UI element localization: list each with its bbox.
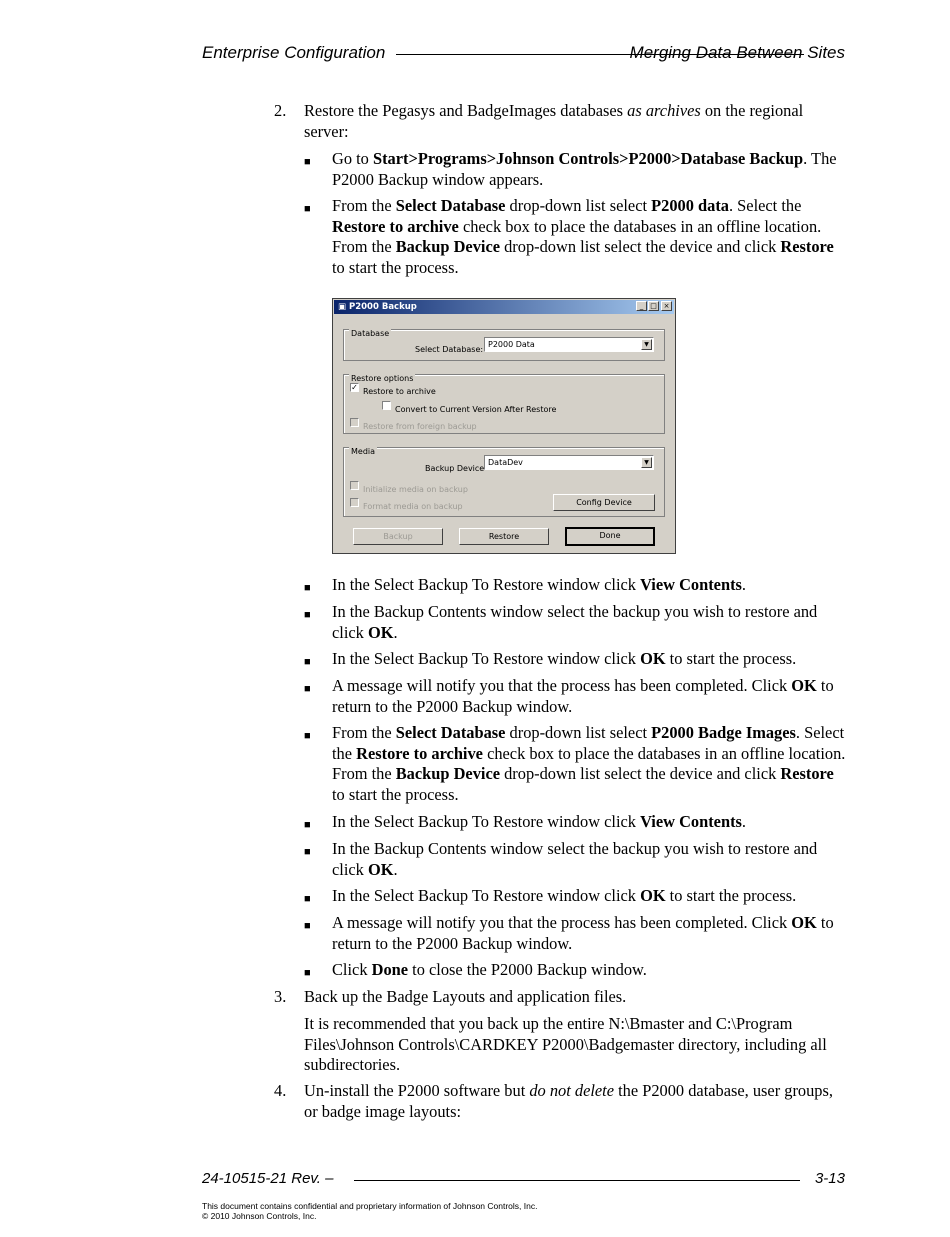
done-button[interactable]: Done — [565, 527, 655, 546]
group-label: Restore options — [349, 369, 415, 390]
bullet-icon: ■ — [304, 893, 311, 905]
foreign-backup-label: Restore from foreign backup — [363, 422, 477, 431]
bullet-icon: ■ — [304, 156, 311, 168]
bullet-icon: ■ — [304, 967, 311, 979]
convert-version-label: Convert to Current Version After Restore — [395, 405, 557, 414]
doc-number: 24-10515-21 Rev. – — [202, 1170, 334, 1187]
restore-button[interactable]: Restore — [459, 528, 549, 545]
select-database-dropdown[interactable] — [484, 337, 654, 352]
chevron-down-icon[interactable]: ▼ — [641, 457, 652, 468]
bullet-item: Click Done to close the P2000 Backup window. — [332, 960, 647, 979]
select-database-label: Select Database: — [415, 345, 484, 354]
bullet-item: In the Select Backup To Restore window click OK to start the process. — [332, 649, 797, 668]
bullet-icon: ■ — [304, 846, 311, 858]
step-number: 3. — [274, 987, 287, 1006]
backup-device-label: Backup Device — [425, 464, 485, 473]
step-text: Restore the Pegasys and BadgeImages databases as archives on the regional server: — [304, 101, 804, 141]
chevron-down-icon[interactable]: ▼ — [641, 339, 652, 350]
bullet-icon: ■ — [304, 203, 311, 215]
header-right: Merging Data Between Sites — [629, 43, 845, 62]
dialog-title: P2000 Backup — [349, 302, 417, 312]
bullet-item: A message will notify you that the process has been completed. Click OK to return to the P2000 Backup window. — [332, 913, 834, 953]
restore-to-archive-label: Restore to archive — [363, 387, 436, 396]
bullet-item: In the Select Backup To Restore window click View Contents. — [332, 575, 747, 594]
backup-device-dropdown[interactable] — [484, 455, 654, 470]
group-label: Database — [349, 324, 391, 345]
page-footer — [202, 1170, 845, 1190]
bullet-item: In the Backup Contents window select the backup you wish to restore and click OK. — [332, 602, 818, 642]
step-number: 2. — [274, 101, 287, 120]
database-group — [343, 329, 665, 361]
convert-version-checkbox[interactable] — [382, 401, 391, 410]
backup-button: Backup — [353, 528, 443, 545]
confidential-text: This document contains confidential and proprietary information of Johnson Controls, Inc. — [202, 1201, 538, 1211]
bullet-item: A message will notify you that the process has been completed. Click OK to return to the P2000 Backup window. — [332, 676, 834, 716]
copyright-text: © 2010 Johnson Controls, Inc. — [202, 1211, 317, 1221]
bullet-icon: ■ — [304, 609, 311, 621]
bullet-icon: ■ — [304, 683, 311, 695]
bullet-item: Go to Start>Programs>Johnson Controls>P2000>Database Backup. The P2000 Backup window appears. — [332, 149, 837, 189]
bullet-icon: ■ — [304, 582, 311, 594]
page-header — [202, 43, 845, 65]
dialog-title-bar — [334, 300, 674, 314]
bullet-item: From the Select Database drop-down list select P2000 Badge Images. Select the Restore to archive check box to place the databases in an offline location. From the Backup Device drop-down list select the device and click Restore to start the process. — [332, 723, 846, 804]
group-label: Media — [349, 442, 377, 463]
minimize-icon[interactable]: _ — [636, 301, 647, 311]
restore-to-archive-checkbox[interactable]: ✓ — [351, 383, 358, 392]
format-media-label: Format media on backup — [363, 502, 463, 511]
step-note: It is recommended that you back up the entire N:\Bmaster and C:\Program Files\Johnson Controls\CARDKEY P2000\Badgemaster directory, including all subdirectories. — [304, 1014, 827, 1074]
step-text: Back up the Badge Layouts and application files. — [304, 987, 627, 1006]
backup-device-value: DataDev — [488, 458, 523, 467]
foreign-backup-checkbox — [350, 418, 359, 427]
bullet-item: From the Select Database drop-down list select P2000 data. Select the Restore to archive check box to place the databases in an offline location. From the Backup Device drop-down list select the device and click Restore to start the process. — [332, 196, 834, 277]
bullet-icon: ■ — [304, 730, 311, 742]
page-number: 3-13 — [814, 1170, 845, 1187]
config-device-button[interactable]: Config Device — [553, 494, 655, 511]
footer-rule — [354, 1180, 800, 1181]
close-icon[interactable]: × — [661, 301, 672, 311]
bullet-item: In the Select Backup To Restore window click View Contents. — [332, 812, 747, 831]
p2000-backup-dialog — [332, 298, 676, 554]
maximize-icon[interactable]: □ — [648, 301, 659, 311]
bullet-icon: ■ — [304, 920, 311, 932]
header-left: Enterprise Configuration — [202, 43, 386, 62]
init-media-label: Initialize media on backup — [363, 485, 468, 494]
restore-options-group — [343, 374, 665, 434]
app-icon: ▣ — [338, 302, 349, 312]
init-media-checkbox — [350, 481, 359, 490]
confidential-notice — [202, 1201, 537, 1221]
step-text: Un-install the P2000 software but do not delete the P2000 database, user groups, or badge image layouts: — [304, 1081, 833, 1121]
format-media-checkbox — [350, 498, 359, 507]
media-group — [343, 447, 665, 517]
bullet-item: In the Select Backup To Restore window click OK to start the process. — [332, 886, 797, 905]
select-database-value: P2000 Data — [488, 340, 535, 349]
bullet-item: In the Backup Contents window select the backup you wish to restore and click OK. — [332, 839, 818, 879]
bullet-icon: ■ — [304, 819, 311, 831]
step-number: 4. — [274, 1081, 287, 1100]
bullet-icon: ■ — [304, 656, 311, 668]
